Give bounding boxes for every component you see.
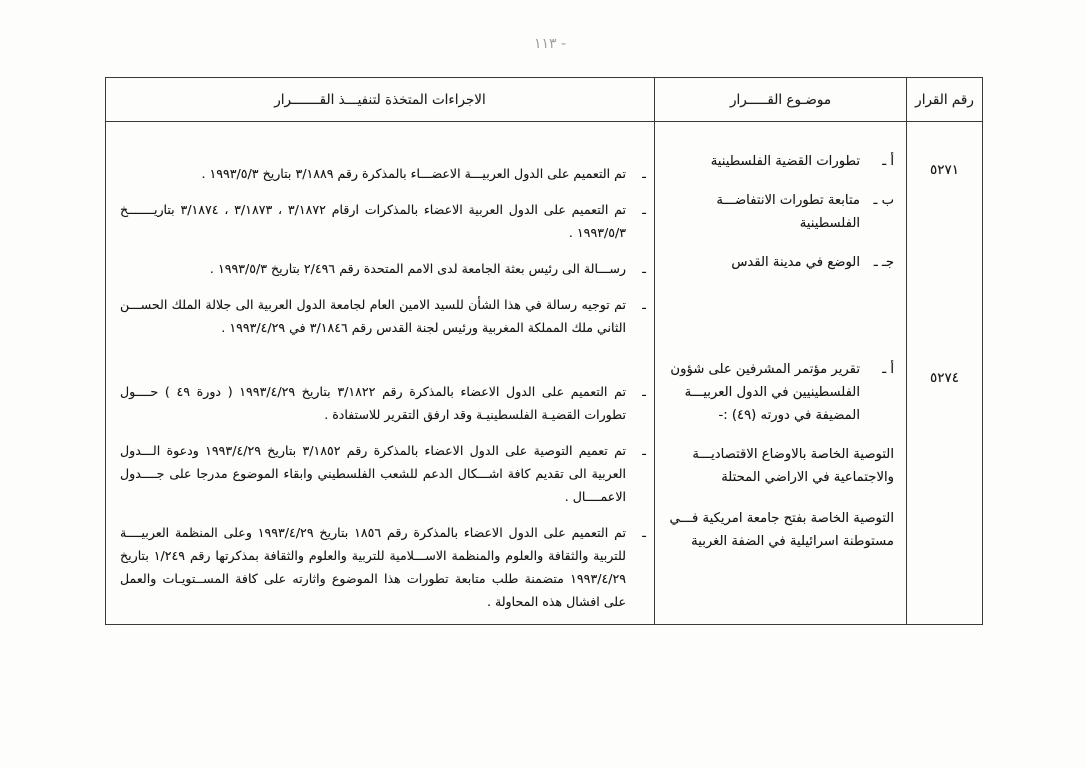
header-decision-number: رقم القرار	[906, 78, 982, 121]
column-subjects	[654, 122, 906, 624]
subject-item-letter: جـ ـ	[873, 255, 894, 270]
dash-marker-icon: ـ	[642, 384, 646, 399]
subject-item-text: الوضع في مدينة القدس	[731, 255, 860, 270]
actions-block-decision-5274	[120, 380, 646, 613]
action-item	[120, 198, 646, 244]
action-item-text: تم التعميم على الدول الاعضاء بالمذكرة رقم ١٨٥٦ بتاريخ ١٩٩٣/٤/٢٩ وعلى المنظمة العربيــــة للتربية والثقافة والعلوم والمنظمة الاســـلامية للتربية والعلوم والثقافة بمذكرتها رقم ١/٢٤٩ بتاريخ ١٩٩٣/٤/٢٩ متضمنة طلب متابعة تطورات هذا الموضوع واثارته على كافة المســتويـات والعمل على افشال هذه المحاولة .	[120, 525, 626, 609]
dash-marker-icon: ـ	[642, 261, 646, 276]
action-item-text: تم التعميم على الدول الاعضاء بالمذكرة رقم ٣/١٨٢٢ بتاريخ ١٩٩٣/٤/٢٩ ( دورة ٤٩ ) حــــول تطورات القضيـة الفلسطينيـة وقد ارفق التقرير للاستفادة .	[120, 384, 626, 422]
subject-item-text: متابعة تطورات الانتفاضـــة الفلسطينية	[716, 193, 860, 231]
dash-marker-icon: ـ	[642, 297, 646, 312]
subject-block-decision-5271	[663, 150, 894, 274]
column-actions	[106, 122, 654, 624]
subject-item	[663, 150, 894, 173]
table-header-row	[106, 78, 982, 122]
action-item	[120, 439, 646, 508]
table-body	[106, 122, 982, 624]
action-item	[120, 380, 646, 426]
subject-item-text: تقرير مؤتمر المشرفين على شؤون الفلسطينيين في الدول العربيـــة المضيفة في دورته (٤٩) :-	[670, 362, 860, 423]
subject-item	[663, 358, 894, 427]
subject-item-letter: ب ـ	[873, 193, 894, 208]
action-item-text: تم توجيه رسالة في هذا الشأن للسيد الامين العام لجامعة الدول العربية الى جلالة الملك الحســـن الثاني ملك المملكة المغربية ورئيس لجنة القدس رقم ٣/١٨٤٦ في ١٩٩٣/٤/٢٩ .	[120, 297, 626, 335]
subject-item-text: التوصية الخاصة بفتح جامعة امريكية فـــي مستوطنة اسرائيلية في الضفة الغربية	[669, 511, 894, 549]
dash-marker-icon: ـ	[642, 443, 646, 458]
dash-marker-icon: ـ	[642, 202, 646, 217]
action-item-text: تم التعميم على الدول العربية الاعضاء بالمذكرات ارقام ٣/١٨٧٢ ، ٣/١٨٧٣ ، ٣/١٨٧٤ بتاريـــــــخ ١٩٩٣/٥/٣ .	[120, 202, 626, 240]
page-number: - ١١٣	[533, 36, 567, 52]
actions-block-decision-5271	[120, 162, 646, 339]
decision-number-5274: ٥٢٧٤	[929, 370, 959, 386]
action-item	[120, 162, 646, 185]
subject-item	[663, 189, 894, 235]
dash-marker-icon: ـ	[642, 166, 646, 181]
subject-item-text: تطورات القضية الفلسطينية	[710, 154, 860, 169]
decision-number-5271: ٥٢٧١	[929, 162, 959, 178]
header-subject: موضـوع القـــــرار	[654, 78, 906, 121]
action-item-text: رســـالة الى رئيس بعثة الجامعة لدى الامم المتحدة رقم ٢/٤٩٦ بتاريخ ١٩٩٣/٥/٣ .	[209, 261, 626, 276]
dash-marker-icon: ـ	[642, 525, 646, 540]
action-item	[120, 293, 646, 339]
action-item-text: تم التعميم على الدول العربيـــة الاعضـــاء بالمذكرة رقم ٣/١٨٨٩ بتاريخ ١٩٩٣/٥/٣ .	[201, 166, 626, 181]
column-decision-numbers	[906, 122, 982, 624]
subject-item	[663, 251, 894, 274]
subject-item-letter: أ ـ	[882, 154, 894, 169]
subject-block-decision-5274	[663, 358, 894, 555]
action-item	[120, 521, 646, 613]
header-actions: الاجراءات المتخذة لتنفيـــذ القـــــــرار	[274, 91, 486, 108]
decisions-table	[105, 77, 983, 625]
action-item	[120, 257, 646, 280]
subject-item-text: التوصية الخاصة بالاوضاع الاقتصاديـــة والاجتماعية في الاراضي المحتلة	[692, 447, 894, 485]
action-item-text: تم تعميم التوصية على الدول الاعضاء بالمذكرة رقم ٣/١٨٥٢ بتاريخ ١٩٩٣/٤/٢٩ ودعوة الـــدول العربية الى تقديم كافة اشـــكال الدعم للشعب الفلسطيني وابقاء الموضوع مدرجا على جــــدول الاعمــــال .	[120, 443, 626, 504]
subject-item-letter: أ ـ	[882, 362, 894, 377]
